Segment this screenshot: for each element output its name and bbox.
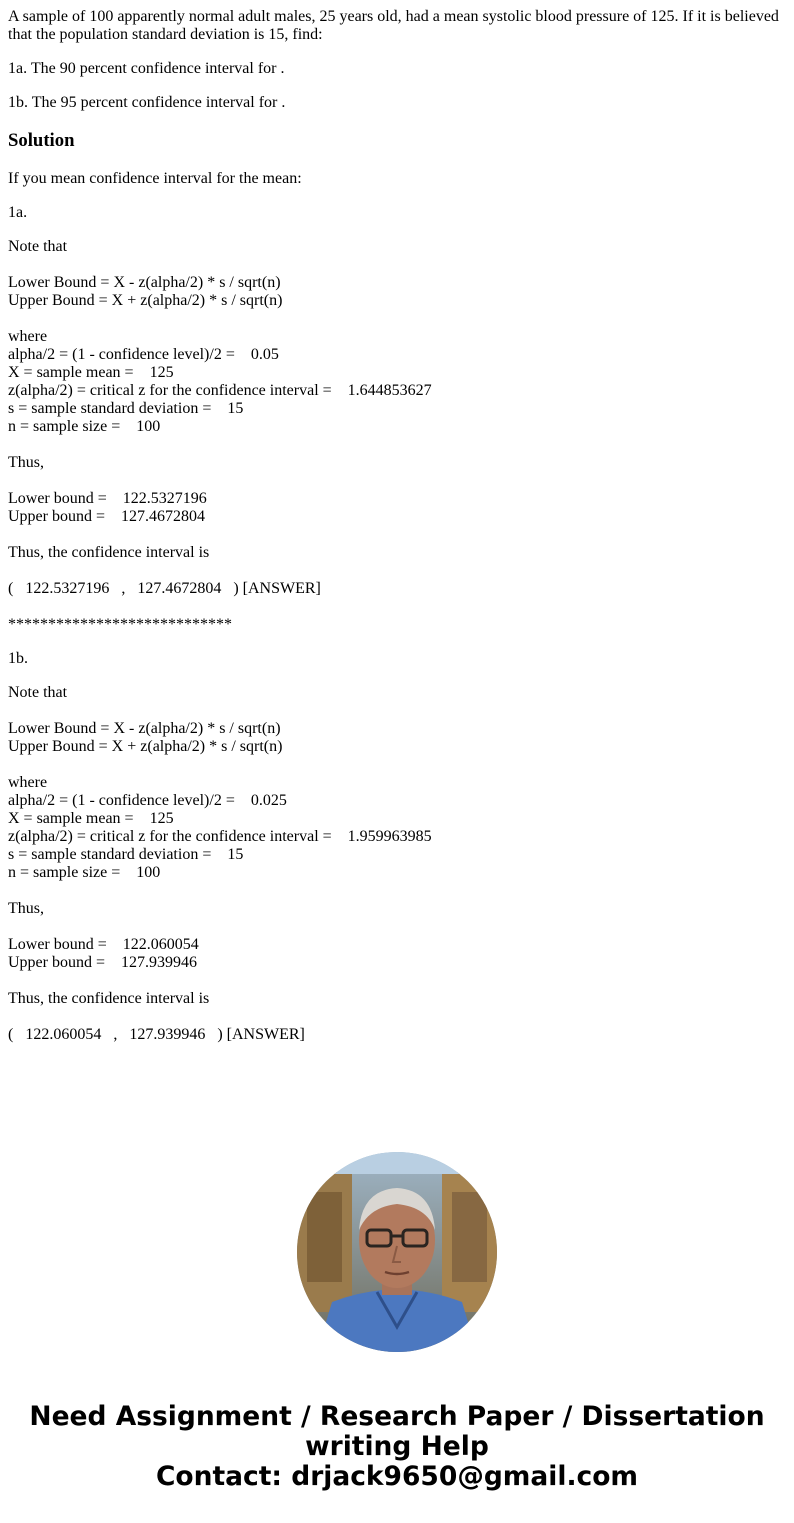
part-b-note: Note that [8, 684, 68, 701]
part-b-thus: Thus, [8, 900, 44, 917]
separator: **************************** [8, 616, 232, 633]
part-a-formulas: Lower Bound = X - z(alpha/2) * s / sqrt(n) Upper Bound = X + z(alpha/2) * s / sqrt(n) [8, 274, 283, 309]
banner-contact: Contact: drjack9650@gmail.com [155, 1461, 639, 1492]
document-body [8, 8, 786, 1062]
part-a-answer: ( 122.5327196 , 127.4672804 ) [ANSWER] [8, 580, 321, 597]
part-b-formulas: Lower Bound = X - z(alpha/2) * s / sqrt(n) Upper Bound = X + z(alpha/2) * s / sqrt(n) [8, 720, 283, 755]
contact-banner [0, 1402, 794, 1492]
part-a-bounds: Lower bound = 122.5327196 Upper bound = 127.4672804 [8, 490, 207, 525]
part-a-label: 1a. [8, 204, 28, 221]
banner-line-1: Need Assignment / Research Paper / Dissertation [29, 1401, 765, 1432]
question-part-a: 1a. The 90 percent confidence interval for . [8, 60, 285, 77]
part-b-where: where alpha/2 = (1 - confidence level)/2 = 0.025 X = sample mean = 125 z(alpha/2) = critical z for the confidence interval = 1.959963985 s = sample standard deviation = 15 n = sample size = 100 [8, 774, 432, 881]
part-a-ci-text: Thus, the confidence interval is [8, 544, 210, 561]
banner-line-2: writing Help [305, 1431, 489, 1462]
question-intro: A sample of 100 apparently normal adult males, 25 years old, had a mean systolic blood pressure of 125. If it is believed that the population standard deviation is 15, find: [8, 8, 779, 43]
part-b-answer: ( 122.060054 , 127.939946 ) [ANSWER] [8, 1026, 305, 1043]
part-b-bounds: Lower bound = 122.060054 Upper bound = 127.939946 [8, 936, 199, 971]
part-b-label: 1b. [8, 650, 28, 667]
portrait-image [297, 1152, 497, 1352]
part-a-note: Note that [8, 238, 68, 255]
part-b-ci-text: Thus, the confidence interval is [8, 990, 210, 1007]
question-part-b: 1b. The 95 percent confidence interval for . [8, 94, 286, 111]
solution-lead: If you mean confidence interval for the mean: [8, 170, 302, 187]
author-photo [297, 1152, 497, 1352]
part-a-where: where alpha/2 = (1 - confidence level)/2 = 0.05 X = sample mean = 125 z(alpha/2) = critical z for the confidence interval = 1.644853627 s = sample standard deviation = 15 n = sample size = 100 [8, 328, 432, 435]
solution-heading: Solution [8, 130, 75, 151]
part-a-thus: Thus, [8, 454, 44, 471]
